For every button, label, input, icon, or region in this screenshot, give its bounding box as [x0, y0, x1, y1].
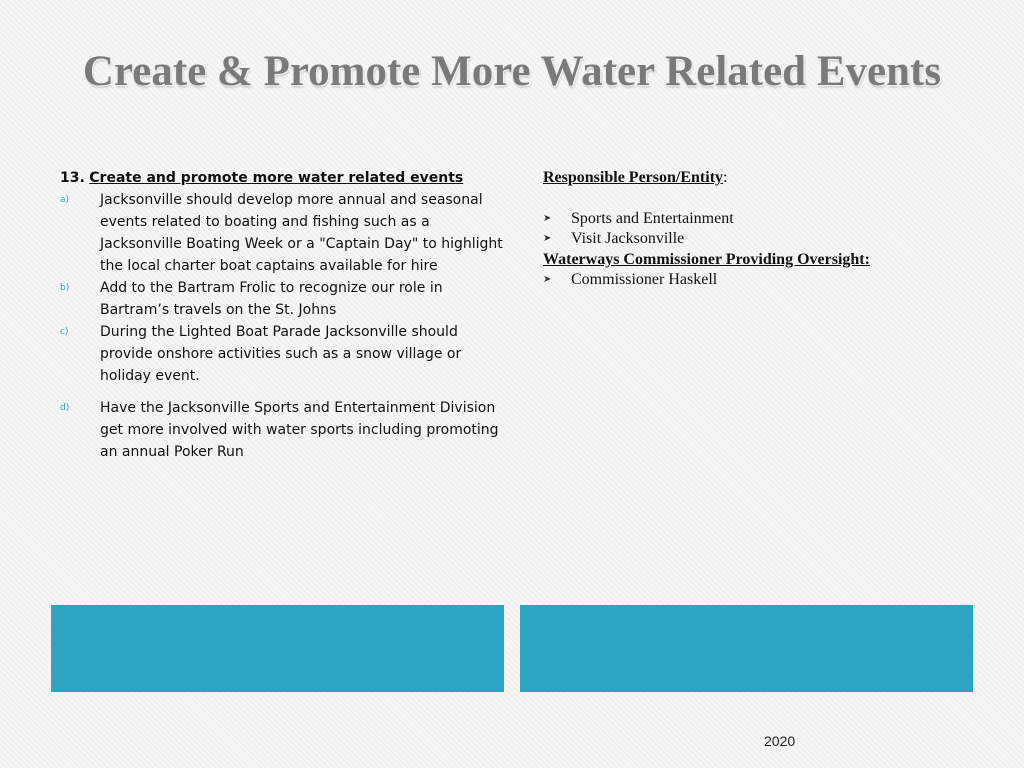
responsible-heading — [543, 168, 963, 189]
action-item-heading-text: Create and promote more water related events — [89, 170, 464, 186]
list-marker: d) — [60, 403, 70, 413]
arrowhead-right-icon: ➤ — [543, 233, 552, 244]
action-item-panel — [60, 167, 505, 463]
list-item — [543, 229, 963, 250]
responsible-label: Responsible Person/Entity — [543, 169, 724, 186]
oversight-label: Waterways Commissioner Providing Oversight: — [543, 250, 870, 268]
list-marker: c) — [60, 327, 69, 337]
list-item — [543, 209, 963, 230]
action-item-number: 13. — [60, 170, 85, 186]
list-marker: a) — [60, 195, 70, 205]
oversight-person: Commissioner Haskell — [571, 271, 718, 288]
list-item-text: Have the Jacksonville Sports and Entertainment Division get more involved with water sports including promoting an annual Poker Run — [100, 400, 499, 460]
list-marker: b) — [60, 283, 70, 293]
slide-title: Create & Promote More Water Related Events — [82, 48, 942, 95]
list-item — [60, 321, 505, 387]
accent-box-left — [51, 605, 504, 692]
arrowhead-right-icon: ➤ — [543, 212, 552, 224]
accent-box-right — [520, 605, 973, 692]
list-item-text: During the Lighted Boat Parade Jacksonville should provide onshore activities such as a snow village or holiday event. — [100, 324, 462, 384]
responsible-list — [543, 209, 963, 250]
list-item — [60, 277, 505, 321]
oversight-list — [543, 270, 963, 291]
responsibility-panel — [543, 168, 963, 291]
action-item-heading — [60, 167, 505, 189]
responsible-entity: Visit Jacksonville — [571, 230, 685, 247]
oversight-heading — [543, 250, 963, 271]
list-item — [543, 270, 963, 291]
responsible-entity: Sports and Entertainment — [571, 209, 734, 227]
action-item-list — [60, 189, 505, 463]
arrowhead-right-icon: ➤ — [543, 274, 552, 285]
list-item — [60, 397, 505, 463]
list-item — [60, 189, 505, 277]
footer-year: 2020 — [764, 733, 796, 749]
responsible-colon: : — [723, 169, 728, 186]
list-item-text: Jacksonville should develop more annual and seasonal events related to boating and fishing such as a Jacksonville Boating Week or a "Captain Day" to highlight the local charter boat captains available for hire — [100, 192, 503, 274]
list-item-text: Add to the Bartram Frolic to recognize our role in Bartram’s travels on the St. Johns — [100, 280, 443, 318]
